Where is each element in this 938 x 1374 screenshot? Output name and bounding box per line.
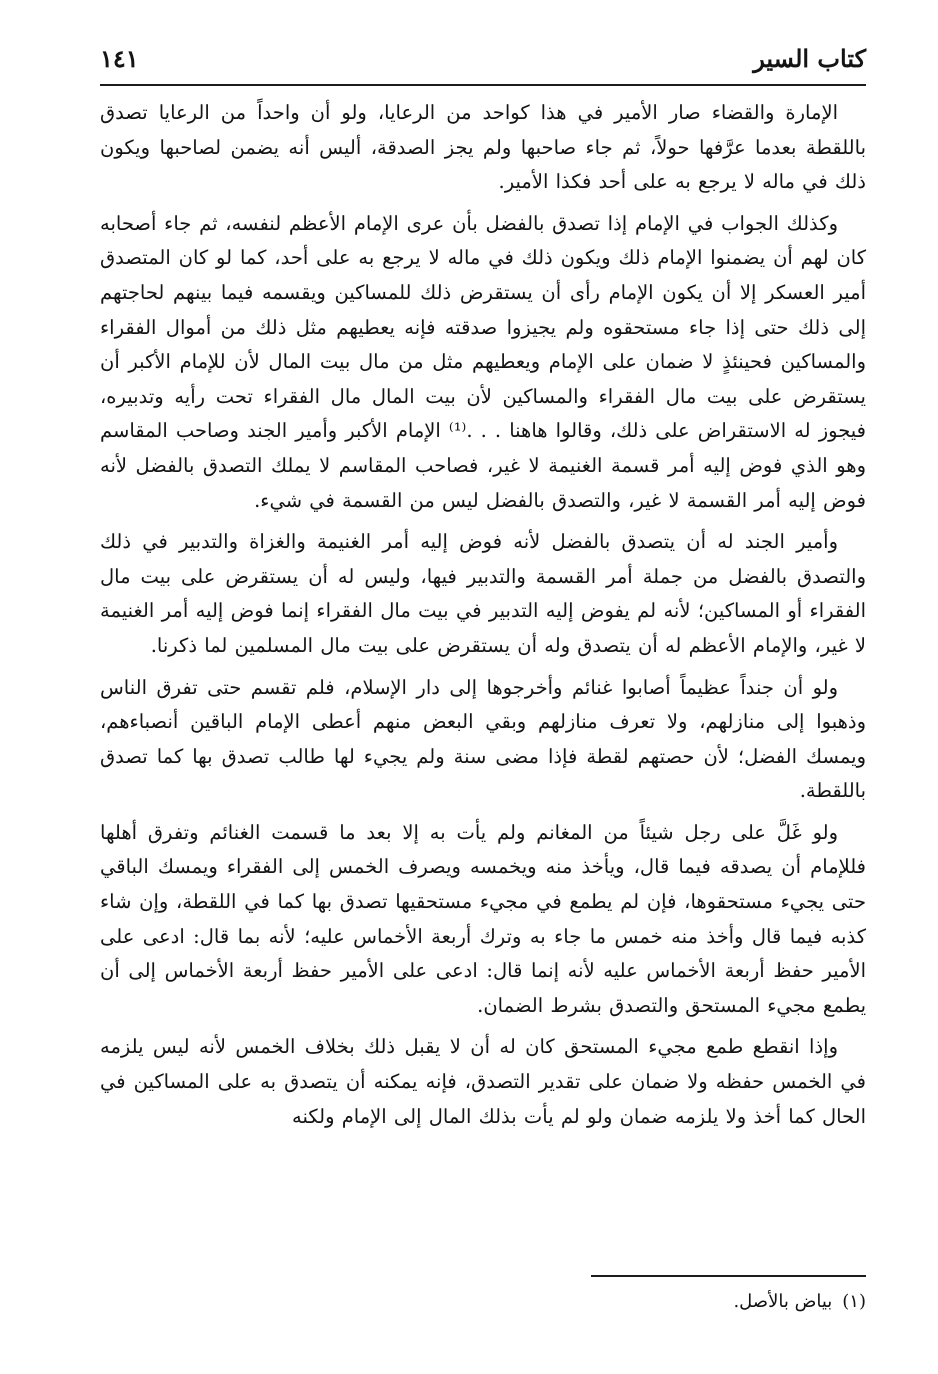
- body-text: [100, 96, 866, 1141]
- paragraph-4: ولو أن جنداً عظيماً أصابوا غنائم وأخرجوها إلى دار الإسلام، فلم تقسم حتى تفرق الناس وذهبوا إلى منازلهم، ولا تعرف منازلهم وبقي البعض منهم أعطى الإمام الباقين أنصباءهم، ويمسك الفضل؛ لأن حصتهم لقطة فإذا مضى سنة ولم يجيء لها طالب تصدق بها كما تصدق باللقطة.: [100, 675, 866, 803]
- footnote-text: بياض بالأصل.: [733, 1291, 833, 1312]
- footnote-rule: [591, 1275, 866, 1277]
- paragraph-6: وإذا انقطع طمع مجيء المستحق كان له أن لا يقبل ذلك بخلاف الخمس لأنه ليس يلزمه في الخمس حفظه ولا ضمان على تقدير التصدق، فإنه يمكنه أن يتصدق به على المساكين في الحال كما أخذ ولا يلزمه ضمان ولو لم يأت بذلك المال إلى الإمام ولكنه: [100, 1035, 866, 1128]
- running-title: كتاب السير: [753, 44, 866, 73]
- paragraph-2: وكذلك الجواب في الإمام إذا تصدق بالفضل بأن عرى الإمام الأعظم لنفسه، ثم جاء أصحابه كان لهم أن يضمنوا الإمام ذلك ويكون ذلك في ماله لا يرجع به على أحد، كما لو كان المتصدق أمير العسكر إلا أن يكون الإمام رأى أن يستقرض ذلك للمساكين ويقسمه فيما بينهم لحاجتهم إلى ذلك حتى إذا جاء مستحقوه ولم يجيزوا صدقته فإنه يعطيهم مثل ذلك من أموال الفقراء والمساكين فحينئذٍ لا ضمان على الإمام ويعطيهم مثل من مال بيت المال لأن للإمام الأكبر أن يستقرض على بيت مال الفقراء والمساكين لأن بيت المال مال الفقراء تحت رأيه وتدبيره، فيجوز له الاستقراض على ذلك، وقالوا هاهنا . . .⁽¹⁾ الإمام الأكبر وأمير الجند وصاحب المقاسم وهو الذي فوض إليه أمر قسمة الغنيمة لا غير، فصاحب المقاسم لا يملك التصدق بالفضل لأنه فوض إليه أمر القسمة لا غير، والتصدق بالفضل ليس من القسمة في شيء.: [100, 211, 866, 512]
- page-header: [100, 40, 866, 82]
- page-number: ١٤١: [100, 44, 139, 73]
- paragraph-5: ولو غَلَّ على رجل شيئاً من المغانم ولم يأت به إلا بعد ما قسمت الغنائم وتفرق أهلها فللإمام أن يصدقه فيما قال، ويأخذ منه ويخمسه ويصرف الخمس إلى الفقراء ويمسك الباقي حتى يجيء مستحقوها، فإن لم يطمع في مجيء مستحقيها تصدق بها كما في اللقطة، وإن شاء كذبه فيما قال وأخذ منه خمس ما جاء به وترك أربعة الأخماس عليه؛ لأنه بما قال: ادعى على الأمير حفظ أربعة الأخماس عليه لأنه إنما قال: ادعى على الأمير حفظ أربعة الأخماس إلى أن يطمع مجيء المستحق والتصدق بشرط الضمان.: [100, 820, 866, 1017]
- footnote: [733, 1288, 866, 1316]
- header-rule: [100, 84, 866, 86]
- paragraph-1: الإمارة والقضاء صار الأمير في هذا كواحد من الرعايا، ولو أن واحداً من الرعايا تصدق باللقطة بعدما عرَّفها حولاً، ثم جاء صاحبها ولم يجز الصدقة، أليس أنه يضمن لصاحبها ويكون ذلك في ماله لا يرجع به على أحد فكذا الأمير.: [100, 101, 866, 194]
- paragraph-3: وأمير الجند له أن يتصدق بالفضل لأنه فوض إليه أمر الغنيمة والغزاة والتدبير في ذلك والتصدق بالفضل من جملة أمر القسمة والتدبير فيها، وليس له أن يستقرض على بيت مال الفقراء أو المساكين؛ لأنه لم يفوض إليه التدبير في بيت مال الفقراء إنما فوض إليه أمر الغنيمة لا غير، والإمام الأعظم له أن يتصدق وله أن يستقرض على بيت مال المسلمين لما ذكرنا.: [100, 530, 866, 657]
- footnote-marker: (١): [842, 1291, 866, 1312]
